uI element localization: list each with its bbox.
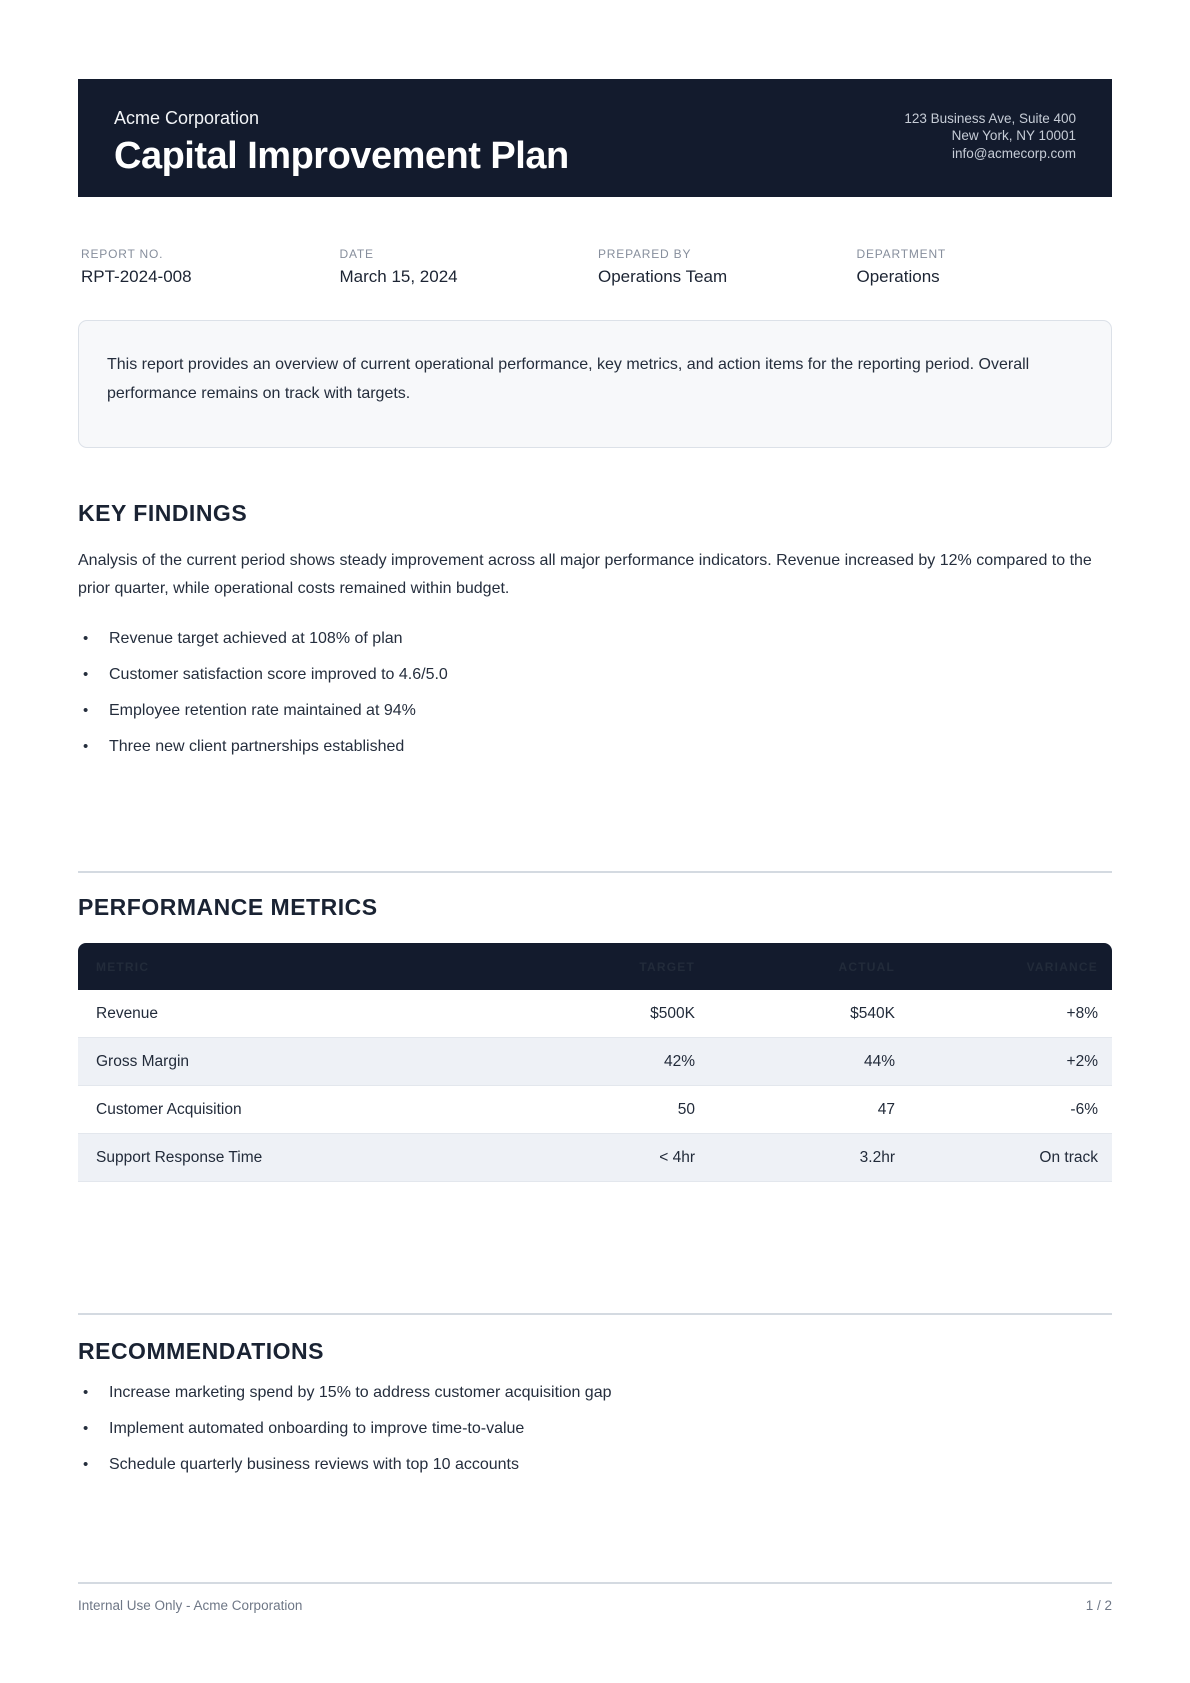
item-text: Three new client partnerships established bbox=[109, 738, 405, 755]
summary-box bbox=[78, 320, 1112, 448]
address-line: New York, NY 10001 bbox=[951, 128, 1076, 144]
item-text: Schedule quarterly business reviews with top 10 accounts bbox=[109, 1456, 519, 1473]
item-text: Revenue target achieved at 108% of plan bbox=[109, 630, 403, 647]
item-text: Implement automated onboarding to improve time-to-value bbox=[109, 1420, 525, 1437]
table-row bbox=[78, 1134, 1112, 1182]
section-divider bbox=[78, 871, 1112, 873]
meta-field-prepared-by bbox=[595, 247, 854, 287]
list-item bbox=[78, 1421, 1112, 1437]
performance-metrics-heading: PERFORMANCE METRICS bbox=[78, 894, 378, 920]
section-divider bbox=[78, 1313, 1112, 1315]
cell-actual: $540K bbox=[850, 1004, 895, 1022]
footer-page-number: 1 / 2 bbox=[1085, 1598, 1112, 1613]
report-title: Capital Improvement Plan bbox=[114, 135, 569, 178]
meta-value: Operations Team bbox=[598, 267, 728, 286]
company-name: Acme Corporation bbox=[114, 108, 260, 129]
meta-row bbox=[78, 247, 1112, 287]
cell-target: < 4hr bbox=[659, 1148, 695, 1166]
table-row bbox=[78, 1038, 1112, 1086]
cell-actual: 44% bbox=[863, 1052, 895, 1070]
list-item bbox=[78, 739, 1112, 755]
cell-metric: Support Response Time bbox=[96, 1148, 263, 1166]
footer-row bbox=[78, 1598, 1112, 1613]
cell-variance: -6% bbox=[1070, 1100, 1098, 1118]
bullet-icon: • bbox=[83, 702, 89, 719]
key-findings-paragraph: Analysis of the current period shows steady improvement across all major performance indicators. Revenue increased by 12% compared to the prior quarter, while operational costs remained within budget. bbox=[78, 552, 1092, 597]
bullet-icon: • bbox=[83, 630, 89, 647]
table-row bbox=[78, 1086, 1112, 1134]
list-item bbox=[78, 703, 1112, 719]
footer-divider bbox=[78, 1582, 1112, 1584]
table-body bbox=[78, 990, 1112, 1182]
table-row bbox=[78, 990, 1112, 1038]
bullet-icon: • bbox=[83, 1456, 89, 1473]
meta-field-date bbox=[337, 247, 596, 287]
page-footer bbox=[78, 1582, 1112, 1683]
bullet-icon: • bbox=[83, 738, 89, 755]
cell-metric: Revenue bbox=[96, 1004, 159, 1022]
recommendations-heading: RECOMMENDATIONS bbox=[78, 1338, 325, 1364]
meta-label: REPORT NO. bbox=[81, 247, 164, 261]
cell-target: $500K bbox=[650, 1004, 695, 1022]
key-findings-heading: KEY FINDINGS bbox=[78, 500, 248, 526]
footer-classification: Internal Use Only - Acme Corporation bbox=[78, 1598, 303, 1613]
header-identity bbox=[114, 108, 569, 178]
cell-actual: 47 bbox=[877, 1100, 895, 1118]
list-item bbox=[78, 1385, 1112, 1401]
item-text: Employee retention rate maintained at 94% bbox=[109, 702, 416, 719]
key-findings-list bbox=[78, 631, 1112, 775]
bullet-icon: • bbox=[83, 1384, 89, 1401]
meta-value: Operations bbox=[856, 267, 940, 286]
table-header-row bbox=[78, 943, 1112, 990]
header-address bbox=[904, 110, 1076, 163]
bullet-icon: • bbox=[83, 1420, 89, 1437]
item-text: Increase marketing spend by 15% to address customer acquisition gap bbox=[109, 1384, 612, 1401]
meta-field-department bbox=[854, 247, 1113, 287]
meta-label: DEPARTMENT bbox=[856, 247, 947, 261]
list-item bbox=[78, 631, 1112, 647]
summary-text: This report provides an overview of current operational performance, key metrics, and action items for the reporting period. Overall performance remains on track with targets. bbox=[107, 356, 1030, 402]
meta-value: March 15, 2024 bbox=[339, 267, 458, 286]
meta-label: PREPARED BY bbox=[598, 247, 692, 261]
column-header-variance: VARIANCE bbox=[1026, 959, 1098, 974]
column-header-actual: ACTUAL bbox=[838, 959, 895, 974]
list-item bbox=[78, 1457, 1112, 1473]
cell-variance: +8% bbox=[1066, 1004, 1098, 1022]
cell-variance: On track bbox=[1039, 1148, 1098, 1166]
meta-label: DATE bbox=[339, 247, 374, 261]
column-header-target: TARGET bbox=[639, 959, 695, 974]
meta-value: RPT-2024-008 bbox=[81, 267, 192, 286]
metrics-table bbox=[78, 943, 1112, 1182]
meta-field-report-no bbox=[78, 247, 337, 287]
cell-variance: +2% bbox=[1066, 1052, 1098, 1070]
address-line: 123 Business Ave, Suite 400 bbox=[904, 110, 1076, 126]
cell-actual: 3.2hr bbox=[859, 1148, 895, 1166]
bullet-icon: • bbox=[83, 666, 89, 683]
recommendations-list bbox=[78, 1385, 1112, 1493]
list-item bbox=[78, 667, 1112, 683]
cell-target: 50 bbox=[677, 1100, 695, 1118]
cell-target: 42% bbox=[663, 1052, 695, 1070]
address-line: info@acmecorp.com bbox=[952, 145, 1076, 161]
column-header-metric: METRIC bbox=[96, 959, 150, 974]
cell-metric: Gross Margin bbox=[96, 1052, 190, 1070]
report-header bbox=[78, 79, 1112, 197]
item-text: Customer satisfaction score improved to 4.6/5.0 bbox=[109, 666, 448, 683]
cell-metric: Customer Acquisition bbox=[96, 1100, 242, 1118]
